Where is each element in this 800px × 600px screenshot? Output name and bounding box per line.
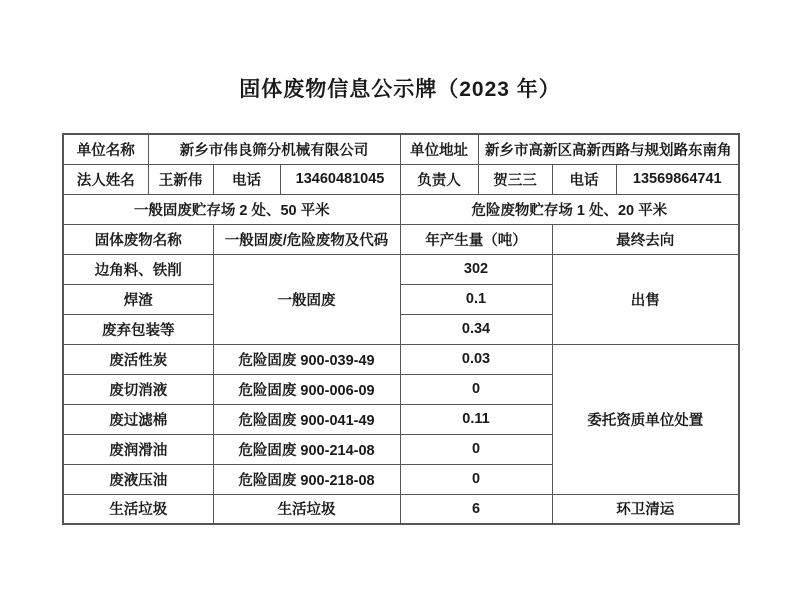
header-annual-amount: 年产生量（吨）	[400, 224, 552, 254]
waste-destination: 出售	[552, 254, 739, 344]
table-row-storage	[63, 194, 739, 224]
waste-name: 废切消液	[63, 374, 213, 404]
waste-amount: 0	[400, 434, 552, 464]
waste-code: 一般固废	[213, 254, 400, 344]
page-title: 固体废物信息公示牌（2023 年）	[239, 78, 561, 101]
manager-phone-label: 电话	[552, 164, 616, 194]
waste-amount: 302	[400, 254, 552, 284]
waste-name: 焊渣	[63, 284, 213, 314]
general-storage-info: 一般固废贮存场 2 处、50 平米	[63, 194, 400, 224]
legal-phone-label: 电话	[213, 164, 280, 194]
table-row	[63, 344, 739, 374]
hazardous-storage-info: 危险废物贮存场 1 处、20 平米	[400, 194, 739, 224]
waste-name: 废润滑油	[63, 434, 213, 464]
waste-name: 生活垃圾	[63, 494, 213, 524]
legal-person-label: 法人姓名	[63, 164, 148, 194]
waste-name: 边角料、铁削	[63, 254, 213, 284]
legal-phone-value: 13460481045	[280, 164, 400, 194]
header-waste-name: 固体废物名称	[63, 224, 213, 254]
waste-info-table	[62, 133, 740, 525]
table-row-persons	[63, 164, 739, 194]
waste-code: 生活垃圾	[213, 494, 400, 524]
waste-code: 危险固废 900-214-08	[213, 434, 400, 464]
waste-amount: 0.34	[400, 314, 552, 344]
header-waste-code: 一般固废/危险废物及代码	[213, 224, 400, 254]
unit-address-value: 新乡市高新区高新西路与规划路东南角	[478, 134, 739, 164]
table-row-unit	[63, 134, 739, 164]
manager-label: 负责人	[400, 164, 478, 194]
waste-name: 废弃包装等	[63, 314, 213, 344]
table-header-row	[63, 224, 739, 254]
unit-address-label: 单位地址	[400, 134, 478, 164]
table-row	[63, 254, 739, 284]
waste-amount: 0	[400, 374, 552, 404]
waste-name: 废过滤棉	[63, 404, 213, 434]
waste-code: 危险固废 900-218-08	[213, 464, 400, 494]
waste-destination: 委托资质单位处置	[552, 344, 739, 494]
waste-amount: 0.1	[400, 284, 552, 314]
waste-amount: 6	[400, 494, 552, 524]
waste-code: 危险固废 900-006-09	[213, 374, 400, 404]
legal-person-value: 王新伟	[148, 164, 213, 194]
waste-name: 废液压油	[63, 464, 213, 494]
waste-amount: 0	[400, 464, 552, 494]
waste-code: 危险固废 900-039-49	[213, 344, 400, 374]
manager-value: 贺三三	[478, 164, 552, 194]
waste-amount: 0.11	[400, 404, 552, 434]
header-destination: 最终去向	[552, 224, 739, 254]
waste-code: 危险固废 900-041-49	[213, 404, 400, 434]
unit-name-label: 单位名称	[63, 134, 148, 164]
waste-name: 废活性炭	[63, 344, 213, 374]
table-row	[63, 494, 739, 524]
waste-destination: 环卫清运	[552, 494, 739, 524]
manager-phone-value: 13569864741	[616, 164, 739, 194]
waste-amount: 0.03	[400, 344, 552, 374]
unit-name-value: 新乡市伟良筛分机械有限公司	[148, 134, 400, 164]
